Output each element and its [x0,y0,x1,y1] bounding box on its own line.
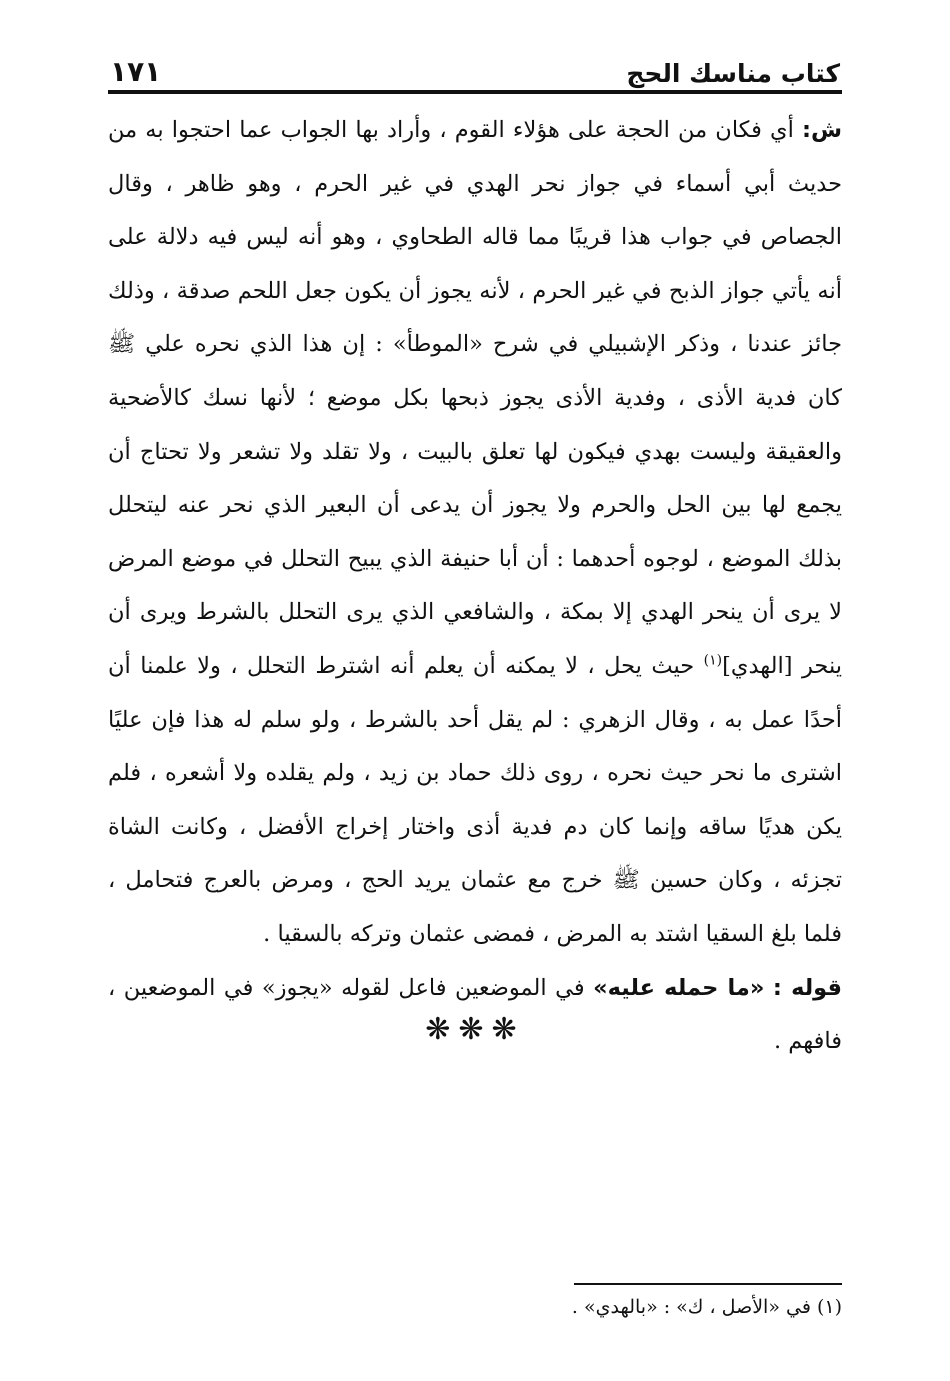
commentary-text-continued: حيث يحل ، لا يمكنه أن يعلم أنه اشترط التحلل ، ولا علمنا أن أحدًا عمل به ، وقال الزهري : لم يقل أحد بالشرط ، ولو سلم له هذا فإن عليًا اشترى ما نحر حيث نحره ، روى ذلك حماد بن زيد ، ولم يقلده ولا أشعره ، فلم يكن هديًا ساقه وإنما كان دم فدية أذى واختار إخراج الأفضل ، وكانت الشاة تجزئه ، وكان حسين ﷺ خرج مع عثمان يريد الحج ، ومرض بالعرج فتحامل ، فلما بلغ السقيا اشتد به المرض ، فمضى عثمان وتركه بالسقيا . [108,652,842,947]
commentary-label: ش: [801,117,842,143]
main-text [108,104,842,1069]
commentary-paragraph [108,104,842,962]
footnote: (١) في «الأصل ، ك» : «بالهدي» . [571,1296,842,1318]
footnote-rule [574,1283,842,1285]
footnote-reference[interactable]: (١) [703,652,723,669]
chapter-title: كتاب مناسك الحج [626,59,840,88]
qawl-quote: «ما حمله عليه» [593,974,765,1001]
commentary-text: أي فكان من الحجة على هؤلاء القوم ، وأراد بها الجواب عما احتجوا به من حديث أبي أسماء في جواز نحر الهدي في غير الحرم ، وهو ظاهر ، وقال الجصاص في جواب هذا قريبًا مما قاله الطحاوي ، وهو أنه ليس فيه دلالة على أنه يأتي جواز الذبح في غير الحرم ، لأنه يجوز أن يكون جعل اللحم صدقة ، وذلك جائز عندنا ، وذكر الإشبيلي في شرح «الموطأ» : إن هذا الذي نحره علي ﷺ كان فدية الأذى ، وفدية الأذى يجوز ذبحها بكل موضع ؛ لأنها نسك كالأضحية والعقيقة وليست بهدي فيكون لها تعلق بالبيت ، ولا تقلد ولا تشعر ولا تحتاج أن يجمع لها بين الحل والحرم ولا يجوز أن يدعى أن البعير الذي نحر عنه ليتحلل بذلك الموضع ، لوجوه أحدهما : أن أبا حنيفة الذي يبيح التحلل في موضع المرض لا يرى أن ينحر الهدي إلا بمكة ، والشافعي الذي يرى التحلل بالشرط ويرى أن ينحر [الهدي] [108,117,842,679]
section-separator: ❋❋❋ [425,1012,525,1047]
qawl-text: في الموضعين فاعل لقوله «يجوز» في الموضعين ، فافهم . [108,974,842,1055]
page-number: ١٧١ [110,55,162,88]
header-rule [108,90,842,94]
page-header [110,38,840,88]
qawl-label: قوله : [772,974,843,1001]
